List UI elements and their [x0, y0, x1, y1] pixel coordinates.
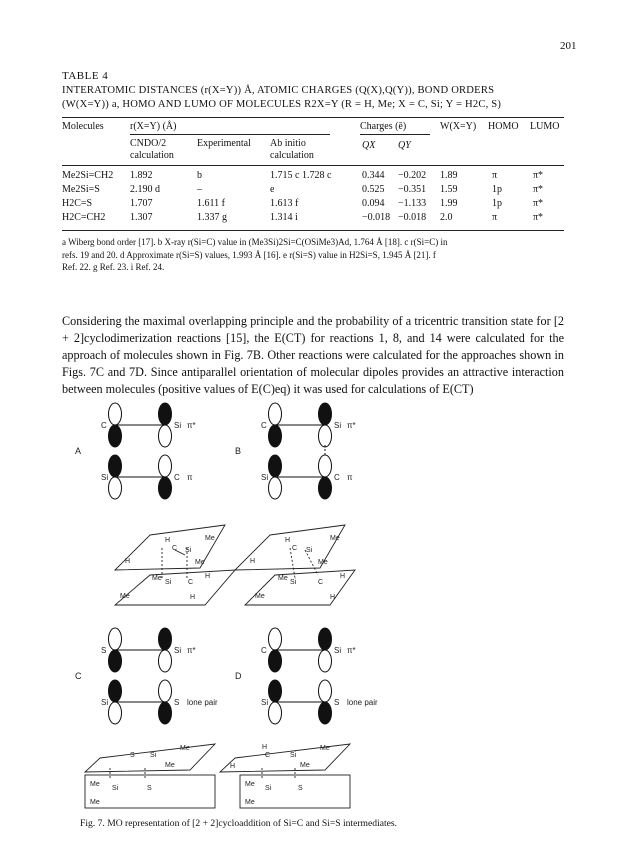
panel_b-bottom-right-atom: C — [334, 473, 340, 482]
plane-label-si: Si — [185, 547, 192, 554]
plane-label-me3: Me — [152, 575, 162, 582]
plane-d-label-h2: H — [230, 763, 236, 770]
plane-d-label-me: Me — [320, 745, 330, 752]
panel_a-bottom-left-atom: Si — [101, 473, 109, 482]
plane-b-label-c: C — [292, 545, 298, 552]
header-ab-initio: Ab initio — [270, 138, 306, 149]
panel_d-letter: D — [235, 671, 242, 681]
plane-b-label-h3: H — [340, 573, 346, 580]
cell-cndo: 1.892 — [130, 170, 153, 181]
plane-b-label-h2: H — [250, 558, 256, 565]
plane-label-h: H — [165, 537, 171, 544]
panel_c-top-orbital: π* — [187, 646, 196, 655]
cell-ab: e — [270, 184, 275, 195]
plane-label-si2: Si — [165, 579, 172, 586]
plane-b-label-c2: C — [318, 579, 324, 586]
header-charges: Charges (ē) — [360, 121, 407, 132]
plane-c-label-si2: Si — [112, 785, 119, 792]
panel_d-bottom-orbital: lone pair — [347, 698, 378, 707]
panel_c-bottom-left-atom: Si — [101, 698, 109, 707]
footnote-line-2: refs. 19 and 20. d Approximate r(Si=S) values, 1.993 Å [16]. e r(Si=S) value in H2Si=S, 1.945 Å [21]. f — [62, 249, 436, 260]
cell-w: 2.0 — [440, 212, 453, 223]
panel_b-top-right-atom: Si — [334, 421, 342, 430]
plane-label-me2: Me — [195, 559, 205, 566]
plane-b-label-si: Si — [306, 547, 313, 554]
plane-label-c2: C — [188, 579, 194, 586]
cell-molecule: Me2Si=S — [62, 184, 100, 195]
cell-homo: 1p — [492, 198, 502, 209]
panel_c-bottom-right-atom: S — [174, 698, 180, 707]
plane-b-label-me2: Me — [318, 559, 328, 566]
panel_d-top-right-atom: Si — [334, 646, 342, 655]
cell-qy: −1.133 — [398, 198, 427, 209]
panel_b-bottom-orbital: π — [347, 473, 353, 482]
cell-exp: – — [197, 184, 202, 195]
plane-label-h2: H — [125, 558, 131, 565]
panel_b-top-left-atom: C — [261, 421, 267, 430]
panel_d-top-left-atom: C — [261, 646, 267, 655]
plane-b-label-h: H — [285, 537, 291, 544]
cell-w: 1.89 — [440, 170, 458, 181]
panel_a-bottom-right-atom: C — [174, 473, 180, 482]
panel_d-bottom-right-atom: S — [334, 698, 340, 707]
panel_d-top-orbital: π* — [347, 646, 356, 655]
panel_c-bottom-orbital: lone pair — [187, 698, 218, 707]
cell-cndo: 2.190 d — [130, 184, 160, 195]
plane-c-label-me4: Me — [90, 799, 100, 806]
footnote-line-1: a Wiberg bond order [17]. b X-ray r(Si=C) value in (Me3Si)2Si=C(OSiMe3)Ad, 1.764 Å [18]. c r(Si=C) in — [62, 237, 448, 247]
plane-c-label-s: S — [130, 752, 135, 759]
plane-b-label-me3: Me — [278, 575, 288, 582]
cell-qy: −0.351 — [398, 184, 427, 195]
panel_a-top-right-atom: Si — [174, 421, 182, 430]
header-w-xy: W(X=Y) — [440, 121, 477, 132]
plane-d-label-me4: Me — [245, 799, 255, 806]
panel_b-bottom-left-atom: Si — [261, 473, 269, 482]
page-number: 201 — [560, 40, 577, 52]
plane-b-label-me4: Me — [255, 593, 265, 600]
plane-d-label-c: C — [265, 752, 271, 759]
cell-lumo: π* — [533, 212, 544, 223]
cell-qy: −0.018 — [398, 212, 427, 223]
panel_b-letter: B — [235, 446, 242, 456]
plane-d-label-me3: Me — [245, 781, 255, 788]
table-title-line-1: INTERATOMIC DISTANCES (r(X=Y)) Å, ATOMIC CHARGES (Q(X),Q(Y)), BOND ORDERS — [62, 85, 495, 96]
header-molecules: Molecules — [62, 121, 104, 132]
cell-homo: π — [492, 170, 498, 181]
cell-qy: −0.202 — [398, 170, 427, 181]
cell-ab: 1.715 c 1.728 c — [270, 170, 332, 181]
panel_c-top-left-atom: S — [101, 646, 107, 655]
plane-b-label-si2: Si — [290, 579, 297, 586]
table-title-line-2: (W(X=Y)) a, HOMO AND LUMO OF MOLECULES R2X=Y (R = H, Me; X = C, Si; Y = H2C, S) — [62, 99, 502, 110]
cell-lumo: π* — [533, 198, 544, 209]
header-qy: QY — [398, 140, 411, 151]
cell-qx: 0.525 — [362, 184, 385, 195]
plane-c-label-me2: Me — [165, 762, 175, 769]
plane-d-label-si: Si — [290, 752, 297, 759]
panel_a-bottom-orbital: π — [187, 473, 193, 482]
panel_b-top-orbital: π* — [347, 421, 356, 430]
panel_a-top-left-atom: C — [101, 421, 107, 430]
cell-molecule: H2C=S — [62, 198, 93, 209]
cell-exp: b — [197, 170, 202, 181]
plane-b-label-me: Me — [330, 535, 340, 542]
plane-d-label-si2: Si — [265, 785, 272, 792]
panel-a-orbitals — [75, 403, 196, 499]
cell-homo: π — [492, 212, 498, 223]
plane-d-label-me2: Me — [300, 762, 310, 769]
plane-c-label-si: Si — [150, 752, 157, 759]
header-experimental: Experimental — [197, 138, 251, 149]
header-lumo: LUMO — [530, 121, 560, 132]
plane-c-label-s2: S — [147, 785, 152, 792]
footnote-line-3: Ref. 22. g Ref. 23. i Ref. 24. — [62, 262, 165, 272]
plane-b-label-h4: H — [330, 594, 336, 601]
panel_c-top-right-atom: Si — [174, 646, 182, 655]
panel-c-orbitals — [75, 628, 218, 724]
header-qx: QX — [362, 140, 376, 151]
cell-w: 1.99 — [440, 198, 458, 209]
plane-d-label-s2: S — [298, 785, 303, 792]
cell-qx: 0.344 — [362, 170, 385, 181]
cell-homo: 1p — [492, 184, 502, 195]
cell-ab: 1.314 i — [270, 212, 298, 223]
plane-d-label-h: H — [262, 744, 268, 751]
cell-exp: 1.337 g — [197, 212, 227, 223]
approach-planes — [85, 525, 355, 808]
plane-label-h4: H — [190, 594, 196, 601]
plane-atom-labels — [90, 535, 345, 806]
cell-qx: −0.018 — [362, 212, 391, 223]
cell-lumo: π* — [533, 184, 544, 195]
cell-ab: 1.613 f — [270, 198, 299, 209]
header-ab-calculation: calculation — [270, 150, 314, 161]
plane-c-label-me3: Me — [90, 781, 100, 788]
header-cndo: CNDO/2 — [130, 138, 167, 149]
cell-lumo: π* — [533, 170, 544, 181]
table-label: TABLE 4 — [62, 70, 109, 82]
cell-cndo: 1.707 — [130, 198, 153, 209]
panel_c-letter: C — [75, 671, 82, 681]
panel-b-orbitals — [235, 403, 356, 499]
panel_d-bottom-left-atom: Si — [261, 698, 269, 707]
header-cndo-calculation: calculation — [130, 150, 174, 161]
header-homo: HOMO — [488, 121, 519, 132]
plane-label-c: C — [172, 545, 178, 552]
cell-qx: 0.094 — [362, 198, 385, 209]
plane-label-me: Me — [205, 535, 215, 542]
plane-label-me4: Me — [120, 593, 130, 600]
panel_a-top-orbital: π* — [187, 421, 196, 430]
plane-c-label-me: Me — [180, 745, 190, 752]
body-paragraph: Considering the maximal overlapping principle and the probability of a tricentric transition state for [2 + 2]cyclodimerization reactions [15], the E(CT) for reactions 1, 8, and 14 were calculated for the approach of molecules shown in Fig. 7B. Other reactions were calculated for the approaches shown in Figs. 7C and 7D. Since antiparallel orientation of molecular dipoles provides an attractive interaction between molecules (positive values of E(C)eq) it was used for calculations of E(CT) — [62, 314, 564, 396]
figure-caption: Fig. 7. MO representation of [2 + 2]cycloaddition of Si=C and Si=S intermediates. — [80, 818, 398, 829]
cell-cndo: 1.307 — [130, 212, 153, 223]
panel_a-letter: A — [75, 446, 82, 456]
cell-molecule: Me2Si=CH2 — [62, 170, 114, 181]
cell-exp: 1.611 f — [197, 198, 225, 209]
header-r-xy: r(X=Y) (Å) — [130, 121, 177, 132]
cell-molecule: H2C=CH2 — [62, 212, 106, 223]
cell-w: 1.59 — [440, 184, 458, 195]
panel-d-orbitals — [235, 628, 378, 724]
plane-label-h3: H — [205, 573, 211, 580]
